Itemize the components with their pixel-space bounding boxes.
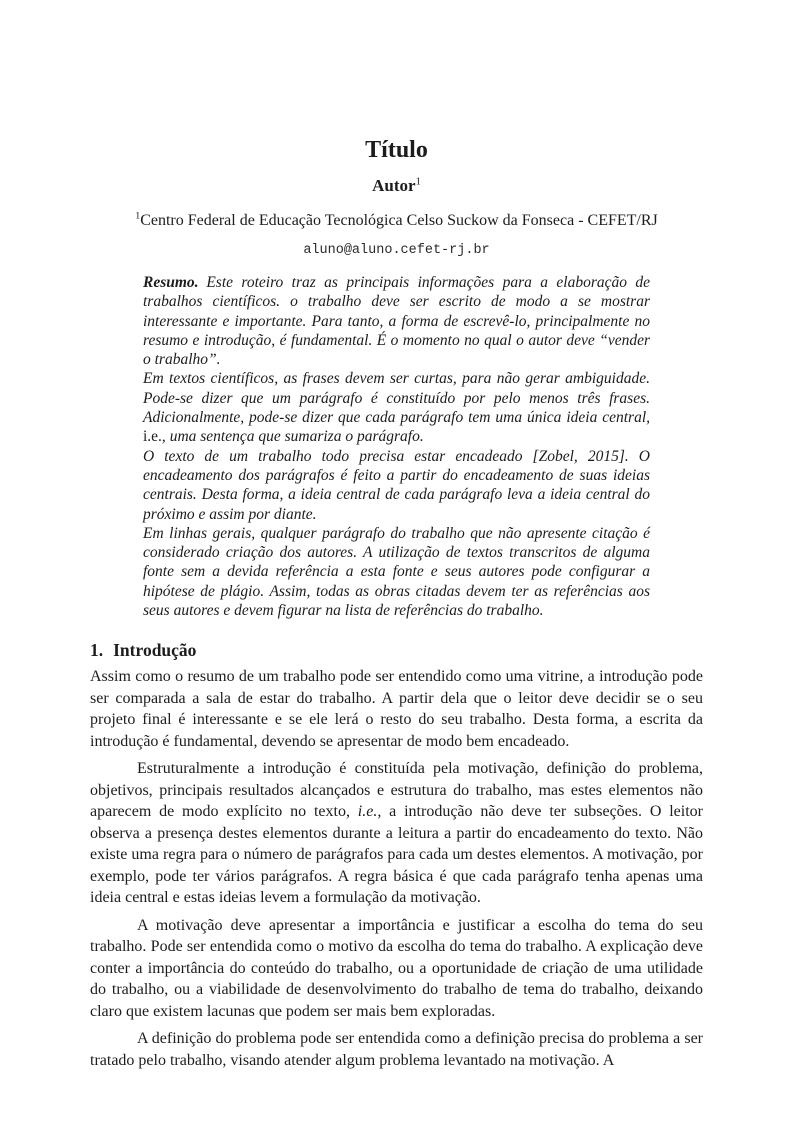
abstract-paragraph-1: Resumo. Este roteiro traz as principais informações para a elaboração de trabalhos científicos. o trabalho deve ser escrito de modo a se mostrar interessante e importante. Para tanto, a forma de escrevê-lo, principalmente no resumo e introdução, é fundamental. É o momento no qual o autor deve “vender o trabalho”.	[143, 274, 650, 369]
section-1-heading	[90, 640, 703, 661]
abstract-block	[143, 273, 650, 620]
intro-paragraph-2: Estruturalmente a introdução é constituída pela motivação, definição do problema, objetivos, principais resultados alcançados e estrutura do trabalho, mas estes elementos não aparecem de modo explícito no texto, i.e., a introdução não deve ter subseções. O leitor observa a presença destes elementos durante a leitura a partir do encadeamento do texto. Não existe uma regra para o número de parágrafos para cada um destes elementos. A motivação, por exemplo, pode ter vários parágrafos. A regra básica é que cada parágrafo tenha apenas uma ideia central e estas ideias levem a formulação da motivação.	[90, 760, 703, 907]
intro-paragraph-3: A motivação deve apresentar a importância e justificar a escolha do tema do seu trabalho. Pode ser entendida como o motivo da escolha do tema do trabalho. A explicação deve conter a importância do conteúdo do trabalho, ou a oportunidade de criação de uma utilidade do trabalho, ou a viabilidade de desenvolvimento do trabalho de tema do trabalho, deixando claro que existem lacunas que podem ser mais bem exploradas.	[90, 916, 703, 1020]
author-email: aluno@aluno.cefet-rj.br	[303, 243, 490, 258]
affiliation: $^1$Centro Federal de Educação Tecnológica Celso Suckow da Fonseca - CEFET/RJ	[135, 210, 658, 229]
abstract-paragraph-3: O texto de um trabalho todo precisa estar encadeado [Zobel, 2015]. O encadeamento dos parágrafos é feito a partir do encadeamento de suas ideias centrais. Desta forma, a ideia central de cada parágrafo leva a ideia central do próximo e assim por diante.	[143, 447, 650, 523]
intro-paragraph-4: A definição do problema pode ser entendida como a definição precisa do problema a ser tratado pelo trabalho, visando atender algum problema levantado na motivação. A	[90, 1030, 703, 1069]
section-1-number: 1.	[90, 640, 104, 661]
section-1-title: Introdução	[113, 640, 197, 661]
section-1-body	[90, 666, 703, 1071]
author-name: Autor$^1$	[372, 176, 421, 195]
abstract-paragraph-4: Em linhas gerais, qualquer parágrafo do trabalho que não apresente citação é considerado criação dos autores. A utilização de textos transcritos de alguma fonte sem a devida referência a esta fonte e seus autores pode configurar a hipótese de plágio. Assim, todas as obras citadas devem ter as referências aos seus autores e devem figurar na lista de referências do trabalho.	[143, 524, 650, 620]
paper-title: Título	[365, 137, 428, 163]
intro-paragraph-1: Assim como o resumo de um trabalho pode ser entendido como uma vitrine, a introdução pode ser comparada a sala de estar do trabalho. A partir dela que o leitor deve decidir se o seu projeto final é interessante e se ele lerá o resto do seu trabalho. Desta forma, a escrita da introdução é fundamental, devendo se apresentar de modo bem encadeado.	[90, 668, 703, 750]
abstract-paragraph-2: Em textos científicos, as frases devem ser curtas, para não gerar ambiguidade. Pode-se dizer que um parágrafo é constituído por pelo menos três frases. Adicionalmente, pode-se dizer que cada parágrafo tem uma única ideia central, i.e., uma sentença que sumariza o parágrafo.	[143, 370, 650, 446]
